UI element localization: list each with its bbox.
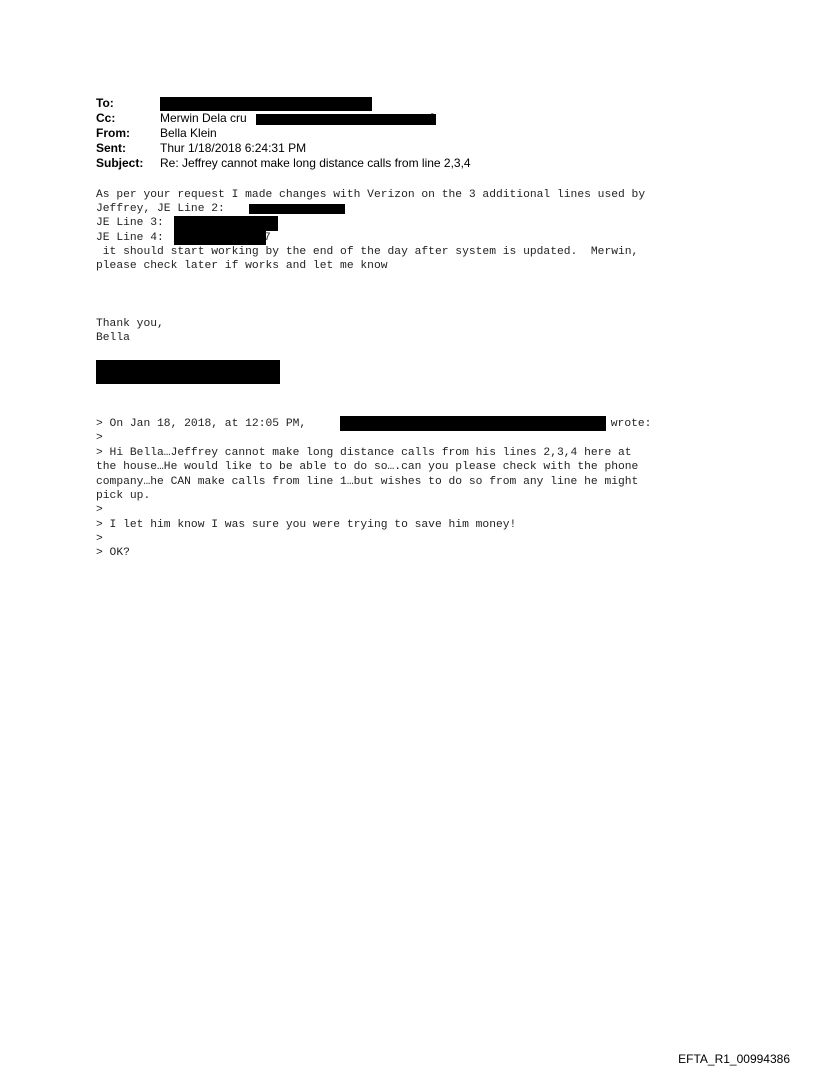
body-line-1: As per your request I made changes with Verizon on the 3 additional lines used by [96, 189, 646, 201]
quoted-line-6: pick up. [96, 490, 151, 502]
body-line-4: JE Line 4: [96, 232, 164, 244]
signoff-line-2: Bella [96, 332, 130, 344]
quoted-line-1-suffix: wrote: [604, 418, 652, 430]
body-line-3: JE Line 3: [96, 217, 164, 229]
body-line-6: please check later if works and let me know [96, 260, 388, 272]
to-label: To: [96, 96, 114, 110]
subject-label: Subject: [96, 156, 144, 170]
redaction-line-4 [174, 230, 266, 245]
signoff-line-1: Thank you, [96, 318, 164, 330]
quoted-line-7: > [96, 504, 103, 516]
quoted-line-9: > [96, 533, 103, 545]
quoted-line-10: > OK? [96, 547, 130, 559]
quoted-line-5: company…he CAN make calls from line 1…but wishes to do so from any line he might [96, 476, 639, 488]
cc-value: Merwin Dela cru [160, 111, 247, 125]
quoted-line-1: > On Jan 18, 2018, at 12:05 PM, [96, 418, 307, 430]
bates-number: EFTA_R1_00994386 [678, 1052, 790, 1066]
redaction-line-3 [174, 216, 278, 231]
redaction-cc [256, 114, 436, 125]
body-line-4-tail: 7 [264, 232, 271, 244]
quoted-line-3: > Hi Bella…Jeffrey cannot make long distance calls from his lines 2,3,4 here at [96, 447, 632, 459]
quoted-line-2: > [96, 432, 103, 444]
body-line-5: it should start working by the end of the day after system is updated. Merwin, [96, 246, 639, 258]
redaction-to [160, 97, 372, 111]
from-label: From: [96, 126, 130, 140]
from-value: Bella Klein [160, 126, 217, 140]
cc-label: Cc: [96, 111, 116, 125]
quoted-line-8: > I let him know I was sure you were trying to save him money! [96, 519, 517, 531]
subject-value: Re: Jeffrey cannot make long distance calls from line 2,3,4 [160, 156, 471, 170]
quoted-line-4: the house…He would like to be able to do so….can you please check with the phone [96, 461, 639, 473]
sent-value: Thur 1/18/2018 6:24:31 PM [160, 141, 307, 155]
body-line-2: Jeffrey, JE Line 2: [96, 203, 225, 215]
redaction-sender [340, 416, 606, 431]
redaction-line-2 [249, 204, 345, 214]
redaction-signature [96, 360, 280, 384]
sent-label: Sent: [96, 141, 126, 155]
